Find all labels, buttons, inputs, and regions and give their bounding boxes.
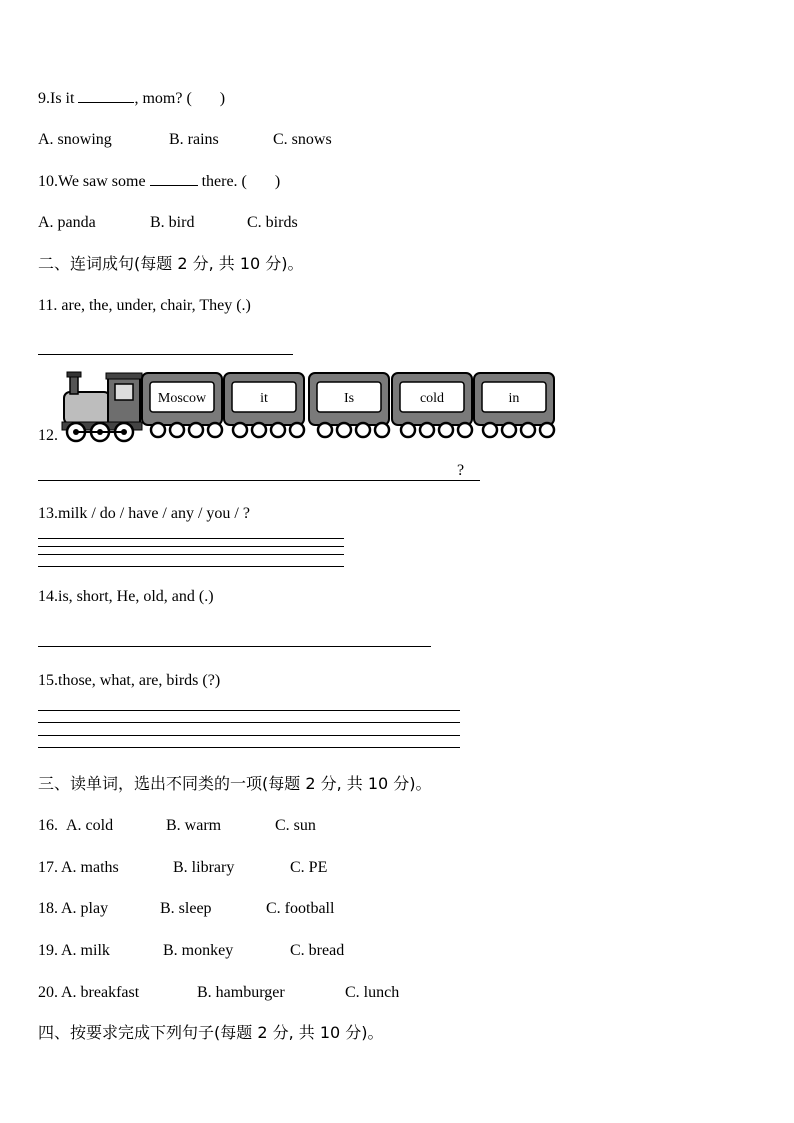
option-a[interactable]: A. panda [38,214,96,231]
question-20-number: 20. [38,984,58,1001]
question-11: 11. are, the, under, chair, They (.) [38,297,251,314]
option-c[interactable]: C. birds [247,214,298,231]
option-a[interactable]: A. play [61,900,109,917]
question-16-number: 16. [38,817,58,834]
option-b[interactable]: B. library [173,859,235,876]
writing-line[interactable] [38,735,460,736]
option-a[interactable]: A. breakfast [61,984,140,1001]
question-18-number: 18. [38,900,58,917]
question-12-number: 12. [38,427,58,444]
train-car-4 [392,373,472,437]
option-b[interactable]: B. rains [169,131,219,148]
answer-line[interactable] [38,646,431,647]
option-c[interactable]: C. football [266,900,335,917]
option-b[interactable]: B. monkey [163,942,234,959]
locomotive-icon [62,372,142,441]
section-heading: 四、按要求完成下列句子(每题 2 分, 共 10 分)。 [38,1023,384,1042]
option-c[interactable]: C. PE [290,859,328,876]
train-car-1 [142,373,222,437]
answer-blank[interactable] [78,88,134,103]
option-a[interactable]: A. cold [66,817,114,834]
question-14: 14.is, short, He, old, and (.) [38,588,214,605]
option-b[interactable]: B. sleep [160,900,212,917]
writing-line[interactable] [38,710,460,711]
writing-line[interactable] [38,546,344,547]
train-word: cold [419,391,445,406]
train-word: Moscow [157,391,207,406]
section-heading: 三、读单词，选出不同类的一项(每题 2 分, 共 10 分)。 [38,774,432,793]
train-word: it [260,391,268,406]
section-heading: 二、连词成句(每题 2 分, 共 10 分)。 [38,254,304,273]
option-a[interactable]: A. snowing [38,131,112,148]
train-car-2 [224,373,304,437]
option-b[interactable]: B. bird [150,214,195,231]
option-c[interactable]: C. lunch [345,984,400,1001]
option-a[interactable]: A. milk [61,942,110,959]
train-word: Is [343,391,355,406]
question-19-number: 19. [38,942,58,959]
writing-line[interactable] [38,538,344,539]
option-c[interactable]: C. sun [275,817,316,834]
answer-blank[interactable] [150,171,198,186]
option-c[interactable]: C. snows [273,131,332,148]
option-c[interactable]: C. bread [290,942,345,959]
question-15: 15.those, what, are, birds (?) [38,672,221,689]
writing-line[interactable] [38,722,460,723]
writing-line[interactable] [38,554,344,555]
train-car-5 [474,373,554,437]
question-9: 9.Is it , mom? ( ) [38,90,226,107]
writing-line[interactable] [38,747,460,748]
answer-line[interactable] [38,354,293,355]
writing-line[interactable] [38,566,344,567]
train-car-3 [309,373,389,437]
answer-line[interactable] [38,480,480,481]
question-13: 13.milk / do / have / any / you / ? [38,505,250,522]
question-mark: ? [457,462,465,479]
option-b[interactable]: B. hamburger [197,984,285,1001]
train-illustration [60,370,560,444]
option-a[interactable]: A. maths [61,859,119,876]
question-17-number: 17. [38,859,58,876]
question-10: 10.We saw some there. ( ) [38,173,281,190]
option-b[interactable]: B. warm [166,817,222,834]
train-word: in [508,391,520,406]
